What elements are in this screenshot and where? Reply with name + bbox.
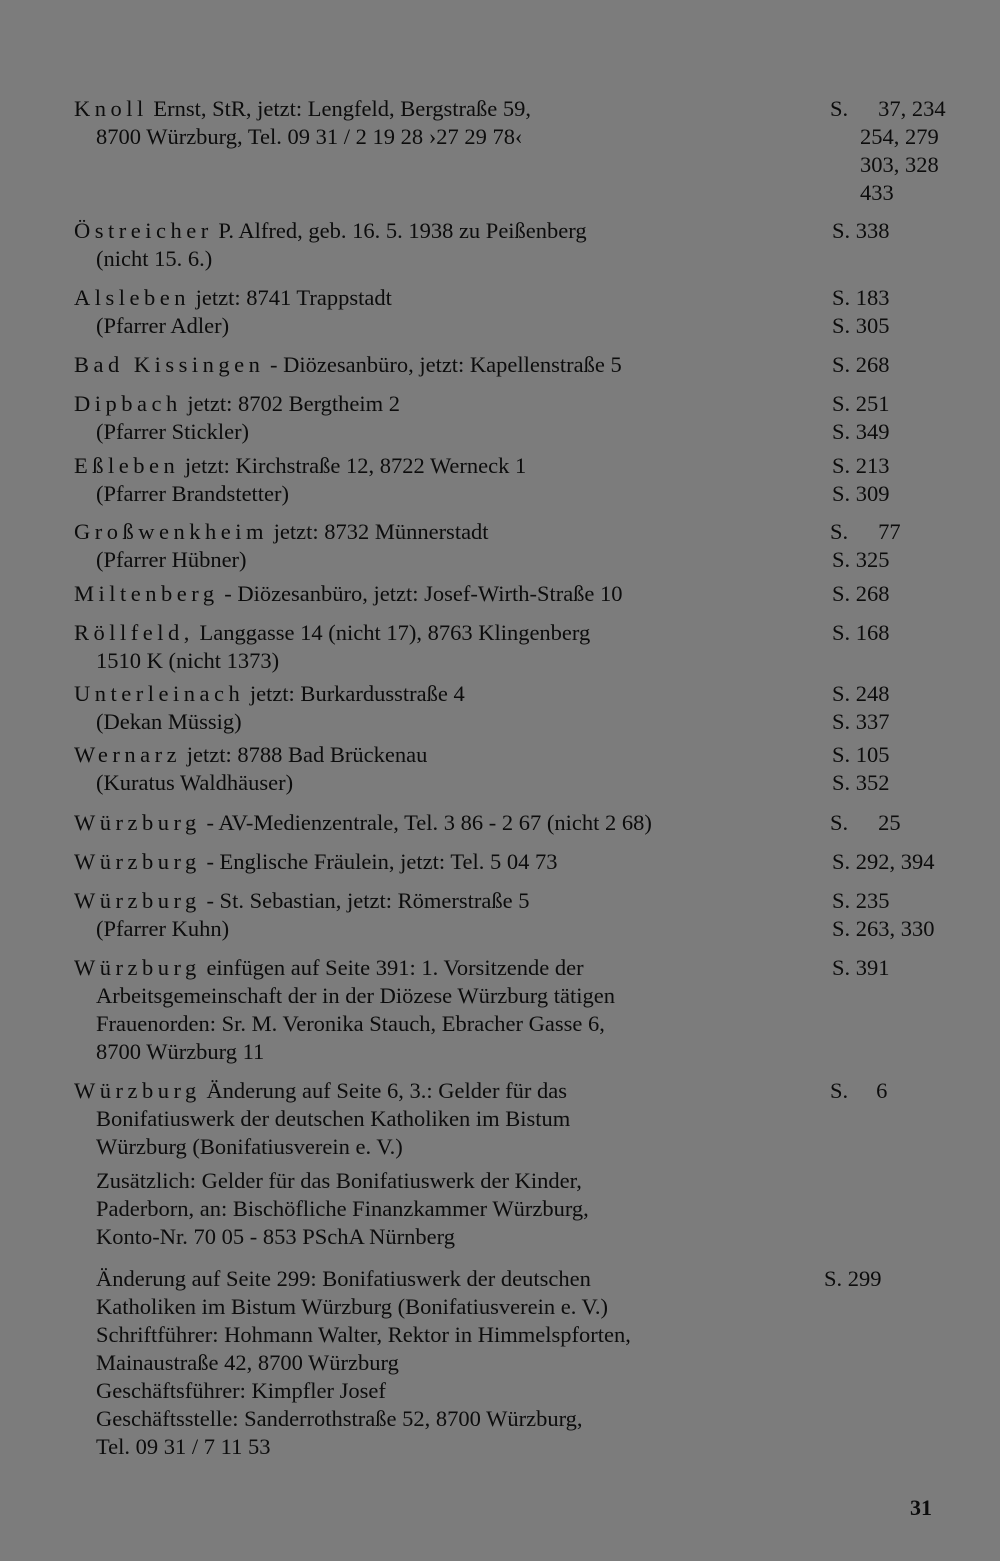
entry-bad-kissingen <box>74 351 954 379</box>
entry-wernarz <box>74 741 954 797</box>
entry-wuerzburg-ef <box>74 848 954 876</box>
entry-head: Würzburg <box>74 849 201 874</box>
entry-oestreicher <box>74 217 954 273</box>
entry-head: Dipbach <box>74 391 182 416</box>
entry-text: - Diözesanbüro, jetzt: Kapellenstraße 5 <box>270 352 622 377</box>
entry-essleben <box>74 452 954 508</box>
entry-head: Miltenberg <box>74 581 219 606</box>
entry-ref: S. 25 <box>830 810 901 835</box>
entry-wuerzburg-391 <box>74 954 954 1066</box>
entry-wuerzburg-6 <box>74 1077 954 1251</box>
entry-ref: S. 268 <box>832 352 890 377</box>
entry-dipbach <box>74 390 954 446</box>
entry-line: Geschäftsführer: Kimpfler Josef <box>96 1378 386 1403</box>
entry-line: Konto-Nr. 70 05 - 853 PSchA Nürnberg <box>96 1224 455 1249</box>
entry-text: - Englische Fräulein, jetzt: Tel. 5 04 73 <box>206 849 558 874</box>
entry-grosswenkheim <box>74 518 954 574</box>
entry-line: Frauenorden: Sr. M. Veronika Stauch, Ebracher Gasse 6, <box>96 1011 605 1036</box>
entry-ref-2: S. 263, 330 <box>832 916 935 941</box>
entry-ref-2: S. 309 <box>832 481 890 506</box>
entry-ref-cont: 254, 279 <box>860 124 939 149</box>
entry-line: Zusätzlich: Gelder für das Bonifatiuswerk der Kinder, <box>96 1168 582 1193</box>
entry-ref: S. 37, 234 <box>830 96 946 121</box>
entry-text: jetzt: 8741 Trappstadt <box>195 285 392 310</box>
entry-ref: S. 248 <box>832 681 890 706</box>
entry-ref: S. 235 <box>832 888 890 913</box>
entry-line: 8700 Würzburg 11 <box>96 1039 265 1064</box>
entry-head: Würzburg <box>74 888 201 913</box>
entry-text: Ernst, StR, jetzt: Lengfeld, Bergstraße 59, <box>153 96 532 121</box>
entry-line: Arbeitsgemeinschaft der in der Diözese Würzburg tätigen <box>96 983 615 1008</box>
entry-head: Alsleben <box>74 285 190 310</box>
entry-line: Bonifatiuswerk der deutschen Katholiken im Bistum <box>96 1106 571 1131</box>
entry-line: Würzburg (Bonifatiusverein e. V.) <box>96 1134 403 1159</box>
entry-ref: S. 338 <box>832 218 890 243</box>
entry-ref: S. 299 <box>824 1266 882 1291</box>
entry-ref-2: S. 349 <box>832 419 890 444</box>
entry-head: Würzburg <box>74 1078 201 1103</box>
entry-line: Katholiken im Bistum Würzburg (Bonifatiusverein e. V.) <box>96 1294 609 1319</box>
entry-miltenberg <box>74 580 954 608</box>
entry-alsleben <box>74 284 954 340</box>
entry-line: (Pfarrer Kuhn) <box>96 916 230 941</box>
entry-line: Geschäftsstelle: Sanderrothstraße 52, 8700 Würzburg, <box>96 1406 583 1431</box>
entry-wuerzburg-seb <box>74 887 954 943</box>
entry-ref: S. 213 <box>832 453 890 478</box>
entry-ref: S. 77 <box>830 519 901 544</box>
entry-ref-2: S. 325 <box>832 547 890 572</box>
entry-line: Schriftführer: Hohmann Walter, Rektor in Himmelspforten, <box>96 1322 631 1347</box>
entry-head: Großwenkheim <box>74 519 268 544</box>
entry-ref-2: S. 337 <box>832 709 890 734</box>
entry-text: jetzt: Kirchstraße 12, 8722 Werneck 1 <box>184 453 527 478</box>
entry-ref: S. 183 <box>832 285 890 310</box>
entry-text: Änderung auf Seite 6, 3.: Gelder für das <box>206 1078 567 1103</box>
entry-line: (Pfarrer Adler) <box>96 313 230 338</box>
entry-line: (nicht 15. 6.) <box>96 246 213 271</box>
entry-line: Mainaustraße 42, 8700 Würzburg <box>96 1350 399 1375</box>
entry-line: Änderung auf Seite 299: Bonifatiuswerk der deutschen <box>96 1266 591 1291</box>
entry-aenderung-299 <box>74 1265 954 1461</box>
entry-line: Paderborn, an: Bischöfliche Finanzkammer Würzburg, <box>96 1196 589 1221</box>
entry-ref: S. 391 <box>832 955 890 980</box>
entry-head: Knoll <box>74 96 148 121</box>
entry-line: Tel. 09 31 / 7 11 53 <box>96 1434 271 1459</box>
entry-head: Röllfeld, <box>74 620 194 645</box>
entry-ref-cont: 303, 328 <box>860 152 939 177</box>
entry-wuerzburg-av <box>74 809 954 837</box>
entry-head: Würzburg <box>74 955 201 980</box>
entry-text: - Diözesanbüro, jetzt: Josef-Wirth-Straße 10 <box>224 581 623 606</box>
entry-ref: S. 268 <box>832 581 890 606</box>
entry-line: (Kuratus Waldhäuser) <box>96 770 294 795</box>
entry-ref-2: S. 305 <box>832 313 890 338</box>
entry-head: Eßleben <box>74 453 180 478</box>
entry-ref: S. 292, 394 <box>832 849 935 874</box>
entry-head: Wernarz <box>74 742 182 767</box>
entry-ref-cont: 433 <box>860 180 894 205</box>
entry-line: 8700 Würzburg, Tel. 09 31 / 2 19 28 ›27 29 78‹ <box>96 124 523 149</box>
entry-head: Bad Kissingen <box>74 352 265 377</box>
entry-knoll <box>74 95 954 207</box>
page-number: 31 <box>910 1495 932 1520</box>
entry-text: jetzt: 8702 Bergtheim 2 <box>187 391 401 416</box>
entry-text: jetzt: 8732 Münnerstadt <box>273 519 489 544</box>
entry-line: (Dekan Müssig) <box>96 709 242 734</box>
entry-head: Unterleinach <box>74 681 245 706</box>
entry-ref-2: S. 352 <box>832 770 890 795</box>
entry-text: Langgasse 14 (nicht 17), 8763 Klingenberg <box>199 620 591 645</box>
entry-line: 1510 K (nicht 1373) <box>96 648 280 673</box>
entry-head: Würzburg <box>74 810 201 835</box>
entry-text: - AV-Medienzentrale, Tel. 3 86 - 2 67 (nicht 2 68) <box>206 810 652 835</box>
entry-ref: S. 168 <box>832 620 890 645</box>
entry-text: jetzt: Burkardusstraße 4 <box>249 681 465 706</box>
entry-unterleinach <box>74 680 954 736</box>
entry-text: P. Alfred, geb. 16. 5. 1938 zu Peißenberg <box>218 218 587 243</box>
entry-text: einfügen auf Seite 391: 1. Vorsitzende der <box>206 955 584 980</box>
entry-roellfeld <box>74 619 954 675</box>
entry-line: (Pfarrer Stickler) <box>96 419 250 444</box>
entry-ref: S. 251 <box>832 391 890 416</box>
entry-text: - St. Sebastian, jetzt: Römerstraße 5 <box>206 888 530 913</box>
entry-line: (Pfarrer Brandstetter) <box>96 481 290 506</box>
entry-ref: S. 105 <box>832 742 890 767</box>
entry-line: (Pfarrer Hübner) <box>96 547 247 572</box>
entry-head: Östreicher <box>74 218 213 243</box>
entry-text: jetzt: 8788 Bad Brückenau <box>186 742 428 767</box>
entry-ref: S. 6 <box>830 1078 888 1103</box>
